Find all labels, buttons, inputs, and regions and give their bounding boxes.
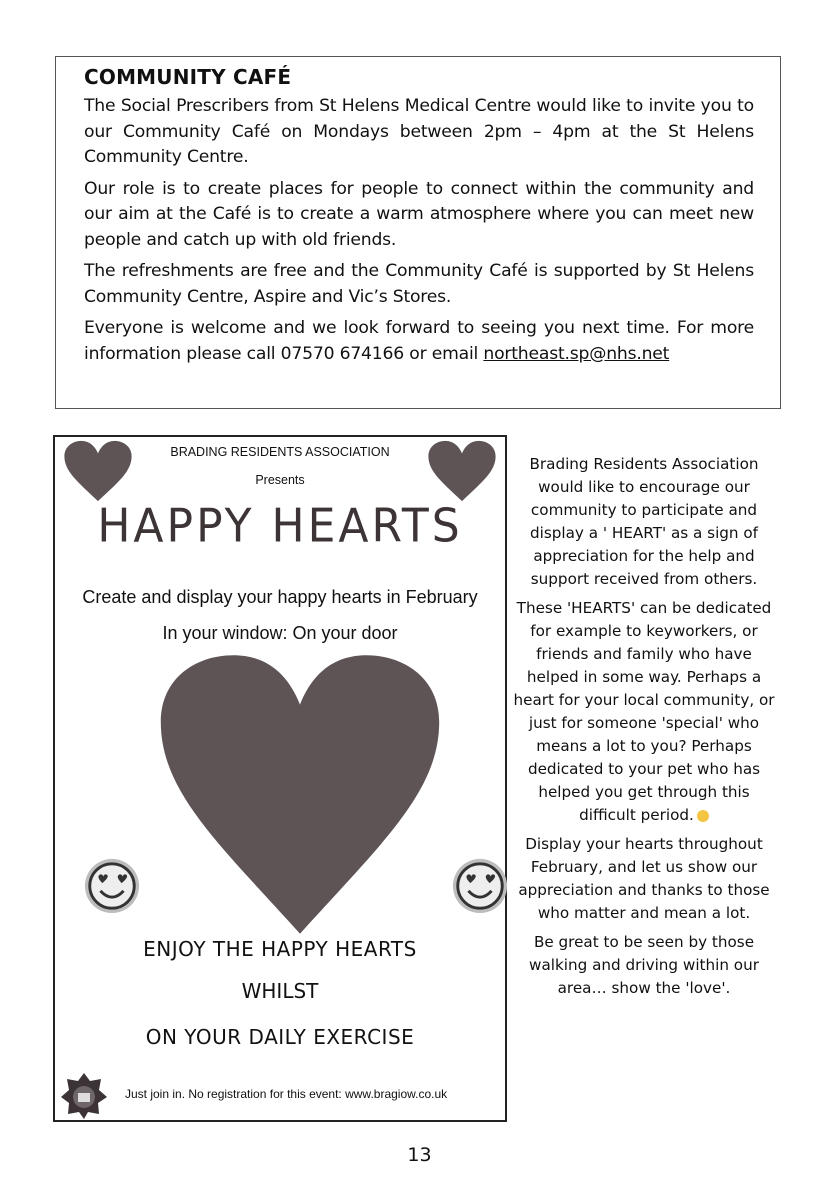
- large-heart-icon: [155, 652, 445, 937]
- heart-eyes-smiley-icon: [451, 857, 509, 915]
- poster-enjoy: ENJOY THE HAPPY HEARTS: [143, 937, 417, 961]
- cafe-title: COMMUNITY CAFÉ: [84, 65, 292, 89]
- poster-locations: In your window: On your door: [162, 623, 398, 643]
- smiley-emoji-icon: [697, 810, 709, 822]
- heart-eyes-smiley-icon: [83, 857, 141, 915]
- cafe-email-link[interactable]: northeast.sp@nhs.net: [483, 343, 670, 364]
- side-paragraph: [513, 597, 775, 827]
- community-cafe-box: [55, 56, 781, 409]
- poster-whilst: WHILST: [241, 979, 319, 1003]
- side-paragraph: Be great to be seen by those walking and driving within our area… show the 'love'.: [529, 933, 759, 997]
- cafe-paragraph: The refreshments are free and the Community Café is supported by St Helens Community Centre, Aspire and Vic’s Stores.: [84, 261, 754, 307]
- poster-organisation: BRADING RESIDENTS ASSOCIATION: [170, 445, 390, 459]
- page-number: 13: [407, 1144, 432, 1166]
- side-paragraph-text: These 'HEARTS' can be dedicated for example to keyworkers, or friends and family who have helped in some way. Perhaps a heart for your local community, or just for someone 'special' who means a lot to you? Perhaps dedicated to your pet who has helped you get through this difficult period.: [513, 599, 775, 824]
- cafe-paragraph: Our role is to create places for people to connect within the community and our aim at the Café is to create a warm atmosphere where you can meet new people and catch up with old friends.: [84, 178, 754, 250]
- cafe-paragraph: The Social Prescribers from St Helens Medical Centre would like to invite you to our Community Café on Mondays between 2pm – 4pm at the St Helens Community Centre.: [84, 96, 754, 167]
- poster-footer: Just join in. No registration for this event: www.bragiow.co.uk: [125, 1087, 448, 1101]
- hearts-description: [513, 453, 775, 1006]
- side-paragraph: Display your hearts throughout February, and let us show our appreciation and thanks to those who matter and mean a lot.: [518, 835, 770, 922]
- cafe-closing: [84, 316, 754, 367]
- poster-subtitle: Create and display your happy hearts in February: [82, 587, 478, 607]
- happy-hearts-poster: [53, 435, 507, 1122]
- poster-daily-exercise: ON YOUR DAILY EXERCISE: [145, 1025, 415, 1049]
- cafe-closing-text: Everyone is welcome and we look forward to seeing you next time. For more information please call 07570 674166 or email: [84, 318, 754, 364]
- poster-presents: Presents: [255, 473, 305, 487]
- poster-title: HAPPY HEARTS: [97, 499, 463, 554]
- association-logo-icon: [59, 1071, 109, 1121]
- side-paragraph: Brading Residents Association would like to encourage our community to participate and display a ' HEART' as a sign of appreciation for the help and support received from others.: [529, 455, 759, 588]
